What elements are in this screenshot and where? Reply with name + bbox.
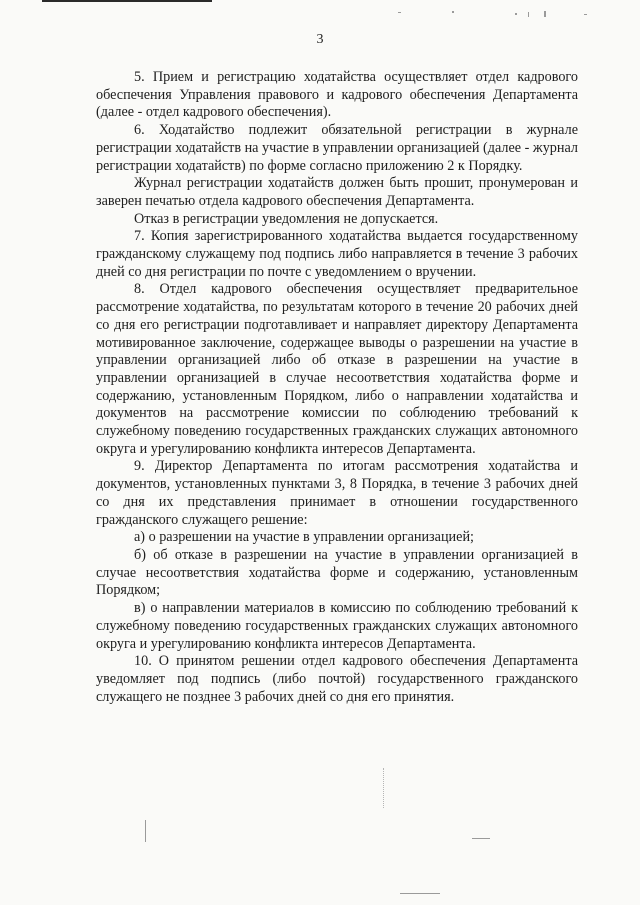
paragraph-journal-requirements: Журнал регистрации ходатайств должен быть прошит, пронумерован и заверен печатью отдела кадрового обеспечения Департамента. — [96, 175, 578, 209]
paragraph-option-a: а) о разрешении на участие в управлении организацией; — [134, 529, 474, 546]
scan-fold-mark — [383, 768, 386, 808]
scan-speck — [452, 11, 454, 13]
scan-speck — [515, 13, 517, 15]
document-body — [96, 69, 578, 706]
paragraph-option-b: б) об отказе в разрешении на участие в управлении организацией в случае несоответствия ходатайства форме и содержанию, установленным Порядком; — [96, 546, 578, 599]
paragraph-item-6: 6. Ходатайство подлежит обязательной регистрации в журнале регистрации ходатайств на участие в управлении организацией (далее - журнал регистрации ходатайств) по форме согласно приложению 2 к Порядку. — [96, 122, 578, 174]
scan-speck — [584, 14, 587, 15]
top-edge-rule — [42, 0, 212, 2]
scan-speck — [528, 12, 529, 17]
scan-speck — [398, 12, 401, 13]
page-number: 3 — [316, 32, 324, 47]
paragraph-option-c: в) о направлении материалов в комиссию по соблюдению требований к служебному поведению государственных гражданских служащих автономного округа и урегулированию конфликта интересов Департамента. — [96, 600, 578, 652]
paragraph-item-10: 10. О принятом решении отдел кадрового обеспечения Департамента уведомляет под подпись (либо почтой) государственного гражданского служащего не позднее 3 рабочих дней со дня его принятия. — [96, 653, 578, 705]
paragraph-item-9: 9. Директор Департамента по итогам рассмотрения ходатайства и документов, установленных пунктами 3, 8 Порядка, в течение 3 рабочих дней со дня их представления принимает в отношении государственного гражданского служащего решение: — [96, 458, 578, 528]
paragraph-item-7: 7. Копия зарегистрированного ходатайства выдается государственному гражданскому служащему под подпись либо направляется в течение 3 рабочих дней со дня регистрации по почте с уведомлением о вручении. — [96, 228, 578, 280]
paragraph-item-5: 5. Прием и регистрацию ходатайства осуществляет отдел кадрового обеспечения Управления правового и кадрового обеспечения Департамента (далее - отдел кадрового обеспечения). — [96, 69, 578, 121]
paragraph-item-8: 8. Отдел кадрового обеспечения осуществляет предварительное рассмотрение ходатайства, по результатам которого в течение 20 рабочих дней со дня его регистрации подготавливает и направляет директору Департамента мотивированное заключение, содержащее выводы о разрешении на участие в управлении организацией либо об отказе в разрешении на участие в управлении организацией в случае несоответствия ходатайства форме и содержанию, установленным Порядком, либо о направлении ходатайства и документов на рассмотрение комиссии по соблюдению требований к служебному поведению государственных гражданских служащих автономного округа и урегулированию конфликта интересов Департамента. — [96, 281, 578, 457]
scan-speck — [145, 820, 146, 842]
paragraph-refusal-note: Отказ в регистрации уведомления не допускается. — [134, 210, 439, 227]
scan-speck — [400, 893, 440, 894]
scan-speck — [544, 11, 546, 17]
scan-speck — [472, 838, 490, 839]
